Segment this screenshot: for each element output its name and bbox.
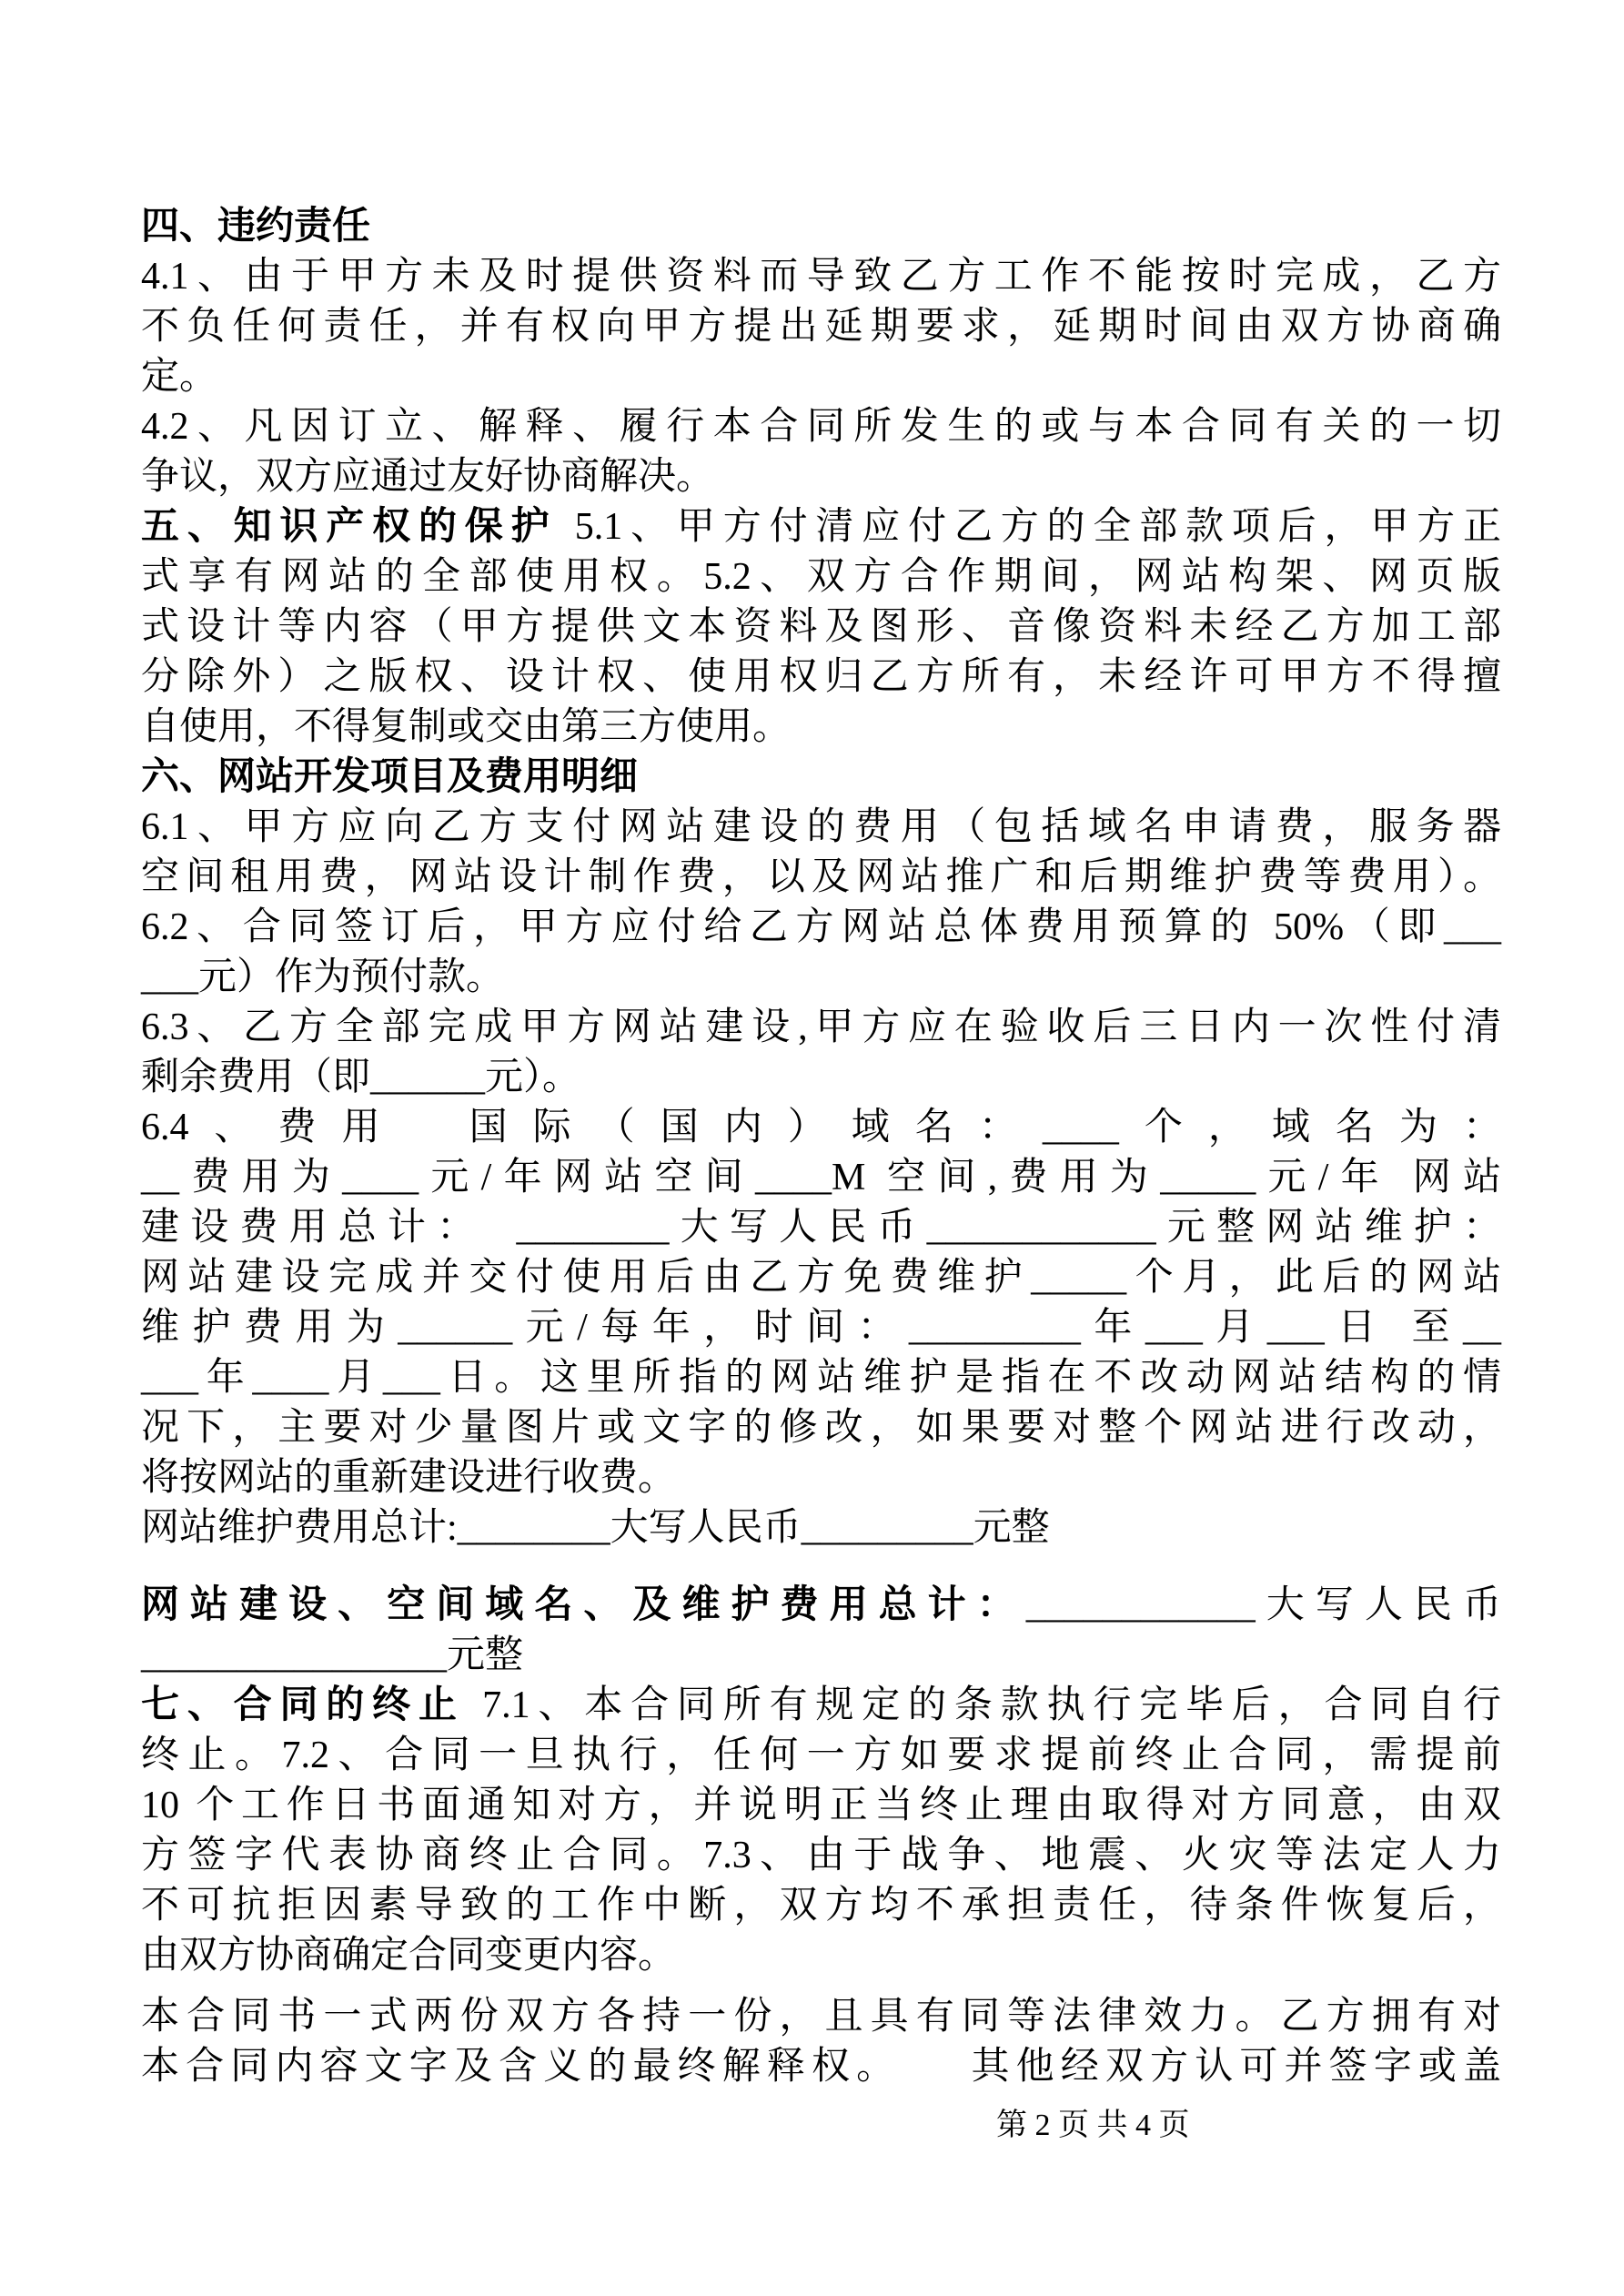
text-line: ________________元整 (141, 1634, 524, 1676)
text-line: 本合同内容文字及含义的最终解释权。 其他经双方认可并签字或盖 (141, 2046, 1501, 2088)
text-line: ___元）作为预付款。 (141, 956, 505, 998)
bold-heading-text: 网站建设、空间域名、及维护费用总计： (141, 1584, 1026, 1626)
text-line: 五、知识产权的保护 5.1、甲方付清应付乙方的全部款项后，甲方正 (141, 506, 1501, 548)
text-line: 方签字代表协商终止合同。7.3、由于战争、地震、火灾等法定人力 (141, 1835, 1501, 1876)
paragraph-spacer (141, 1553, 1501, 1581)
text-line: 6.3、乙方全部完成甲方网站建设,甲方应在验收后三日内一次性付清 (141, 1006, 1501, 1048)
text-line: 争议，双方应通过友好协商解决。 (141, 456, 715, 498)
text-line: 剩余费用（即______元）。 (141, 1057, 581, 1098)
text-line: 空间租用费，网站设计制作费，以及网站推广和后期维护费等费用）。 (141, 856, 1501, 898)
text-line: 4.2、凡因订立、解释、履行本合同所发生的或与本合同有关的一切 (141, 406, 1501, 448)
text-line: 建设费用总计： ________大写人民币____________元整网站维护： (141, 1207, 1501, 1249)
text-line: 定。 (141, 356, 218, 398)
text-line: 将按网站的重新建设进行收费。 (141, 1457, 677, 1499)
text-line: 自使用，不得复制或交由第三方使用。 (141, 706, 792, 748)
text-line (141, 202, 1501, 252)
page-number-footer: 第 2 页 共 4 页 (996, 2109, 1190, 2142)
text-line: 10 个工作日书面通知对方，并说明正当终止理由取得对方同意，由双 (141, 1785, 1501, 1826)
text-line: 6.1、甲方应向乙方支付网站建设的费用（包括域名申请费，服务器 (141, 806, 1501, 848)
bold-heading-text: 五、知识产权的保护 (141, 506, 558, 548)
text-line: 分除外）之版权、设计权、使用权归乙方所有，未经许可甲方不得擅 (141, 656, 1501, 698)
paragraph-spacer (141, 1981, 1501, 1992)
text-line: 不可抗拒因素导致的工作中断，双方均不承担责任，待条件恢复后， (141, 1885, 1501, 1927)
bold-heading-text: 七、合同的终止 (141, 1684, 465, 1726)
text-line: ___年____月___日。这里所指的网站维护是指在不改动网站结构的情 (141, 1357, 1501, 1399)
text-line: 终止。7.2、合同一旦执行，任何一方如要求提前终止合同，需提前 (141, 1735, 1501, 1776)
text-line: 网站建设完成并交付使用后由乙方免费维护_____个月，此后的网站 (141, 1257, 1501, 1299)
document-body (141, 202, 1501, 2092)
text-line: 本合同书一式两份双方各持一份，且具有同等法律效力。乙方拥有对 (141, 1996, 1501, 2038)
text-line: 由双方协商确定合同变更内容。 (141, 1935, 677, 1977)
text-line: 式享有网站的全部使用权。5.2、双方合作期间，网站构架、网页版 (141, 556, 1501, 598)
bold-heading-text: 六、网站开发项目及费用明细 (141, 756, 639, 798)
bold-heading-text: 四、违约责任 (141, 206, 371, 248)
text-line: 七、合同的终止 7.1、本合同所有规定的条款执行完毕后，合同自行 (141, 1684, 1501, 1726)
text-line: 况下，主要对少量图片或文字的修改，如果要对整个网站进行改动， (141, 1407, 1501, 1449)
text-line: 4.1、由于甲方未及时提供资料而导致乙方工作不能按时完成，乙方 (141, 256, 1501, 298)
text-line: 维护费用为______元/每年，时间：_________年___月___日 至__ (141, 1307, 1501, 1349)
text-line: 式设计等内容（甲方提供文本资料及图形、音像资料未经乙方加工部 (141, 606, 1501, 648)
text-line: 6.4、费用 国际（国内）域名：____个，域名为： (141, 1107, 1501, 1148)
text-line: 网站建设、空间域名、及维护费用总计：____________大写人民币 (141, 1584, 1501, 1626)
text-line: 不负任何责任，并有权向甲方提出延期要求，延期时间由双方协商确 (141, 306, 1501, 348)
text-line: __费用为____元/年网站空间____M 空间,费用为_____元/年 网站 (141, 1157, 1501, 1199)
text-line (141, 753, 1501, 803)
text-line: 6.2、合同签订后，甲方应付给乙方网站总体费用预算的 50%（即___ (141, 906, 1501, 948)
text-line: 网站维护费用总计:________大写人民币_________元整 (141, 1507, 1050, 1549)
